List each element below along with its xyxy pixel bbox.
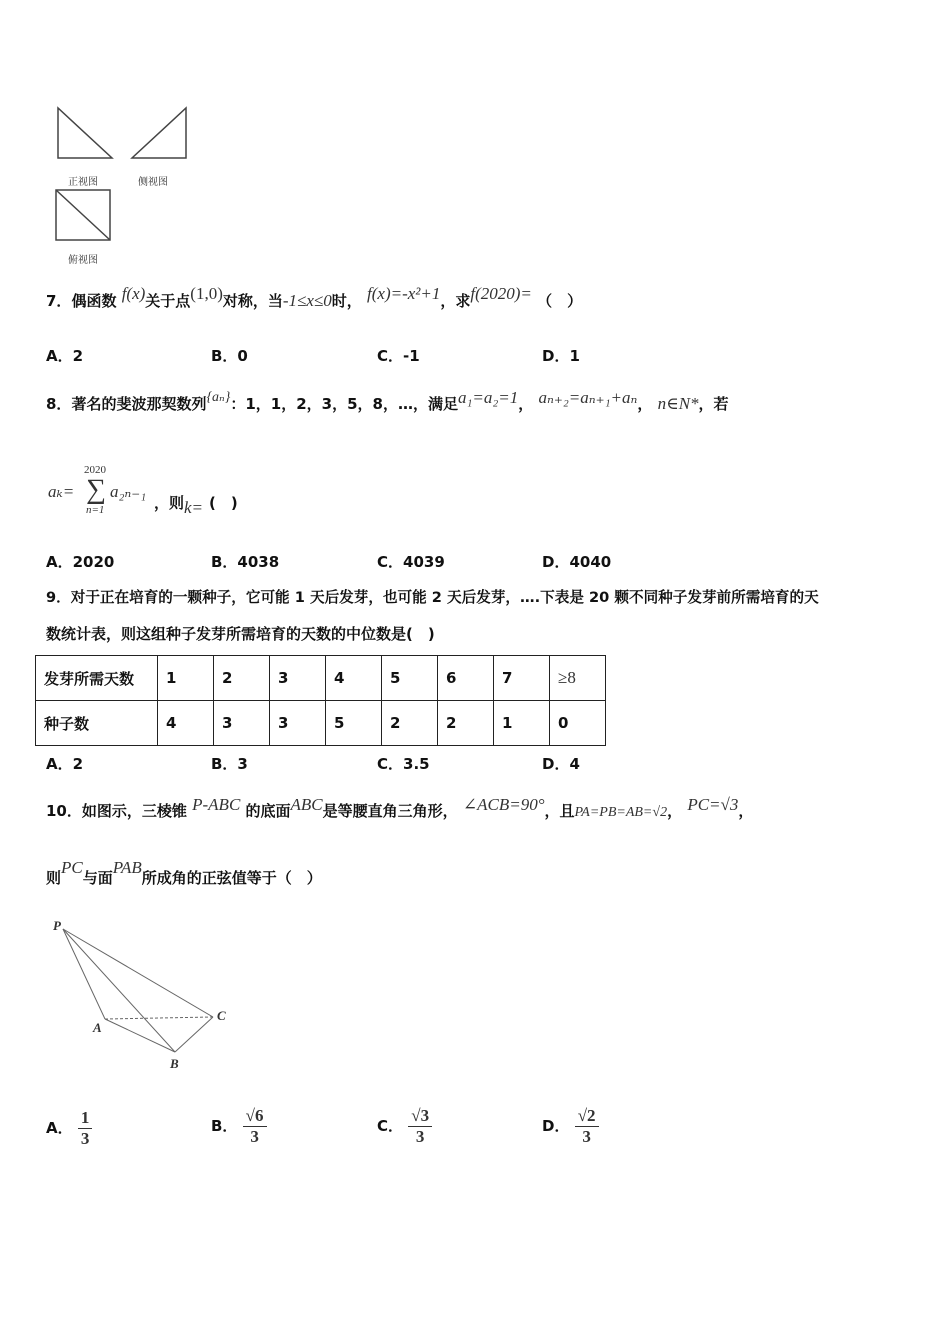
q10-text-5: ， — [667, 802, 683, 820]
fraction-numerator: √3 — [408, 1106, 432, 1127]
q10-and-plane: 与面 — [82, 869, 113, 887]
table-row — [36, 701, 606, 746]
q7-option-b[interactable]: B．0 — [211, 347, 248, 365]
q9-option-a[interactable]: A．2 — [46, 755, 84, 773]
q10-option-a-fraction — [78, 1108, 93, 1149]
q10-option-b[interactable] — [211, 1106, 267, 1147]
q8-initial: a₁=a₂=1 — [457, 388, 519, 407]
table-cell: 6 — [438, 656, 494, 701]
q7-number: 7． — [46, 292, 72, 310]
q8-sum-term: a₂ₙ₋₁ — [110, 482, 147, 501]
label-c: C — [217, 1008, 226, 1023]
table-cell: 2 — [438, 701, 494, 746]
q10-option-c[interactable] — [377, 1106, 432, 1147]
q7-option-a[interactable]: A．2 — [46, 347, 84, 365]
q10-option-a-label: A． — [46, 1119, 73, 1137]
q10-then: 则 — [46, 869, 62, 887]
fraction-numerator: √2 — [575, 1106, 599, 1127]
q10-angle: ∠ACB=90° — [462, 795, 545, 814]
q7-fx: f(x) — [121, 284, 146, 303]
q8-k: k= — [184, 498, 204, 517]
q10-text-4: ，且 — [544, 802, 575, 820]
table-cell: 0 — [550, 701, 606, 746]
q10-solid: P-ABC — [192, 795, 241, 814]
question-7 — [46, 284, 583, 311]
q10-option-c-label: C． — [377, 1117, 404, 1135]
q7-text-4: 时， — [331, 292, 362, 310]
edge-ac — [105, 1017, 213, 1019]
question-10 — [46, 795, 754, 821]
q7-text-6: （ ） — [537, 292, 583, 310]
q7-text-5: ，求 — [440, 292, 471, 310]
edge-pb — [63, 929, 175, 1052]
q10-option-d[interactable] — [542, 1106, 599, 1147]
q7-formula: f(x)=-x²+1 — [367, 284, 441, 303]
table-cell: 1 — [494, 701, 550, 746]
table-cell: 3 — [270, 701, 326, 746]
q8-number: 8． — [46, 395, 72, 413]
q10-text-1: 如图示，三棱锥 — [81, 802, 187, 820]
table-cell: 3 — [214, 701, 270, 746]
table-cell: 种子数 — [36, 701, 158, 746]
table-row — [36, 656, 606, 701]
q8-sequence: {aₙ} — [206, 390, 231, 405]
question-8 — [46, 388, 729, 414]
fraction-denominator: 3 — [250, 1127, 259, 1146]
seed-table — [35, 655, 606, 746]
q10-pab: PAB — [112, 858, 142, 877]
q10-text-3: 是等腰直角三角形， — [322, 802, 458, 820]
q7-text-2: 关于点 — [145, 292, 191, 310]
q10-option-b-label: B． — [211, 1117, 238, 1135]
question-9-line-1: 9．对于正在培育的一颗种子，它可能 1 天后发芽，也可能 2 天后发芽，….下表是 20 颗不同种子发芽前所需培育的天 — [46, 589, 819, 606]
q10-pc: PC — [61, 858, 83, 877]
q10-text-6: ， — [738, 802, 754, 820]
q8-sum-top: 2020 — [84, 464, 106, 476]
fraction-denominator: 3 — [80, 1129, 90, 1148]
top-view-caption: 俯视图 — [68, 255, 98, 266]
q8-option-b[interactable]: B．4038 — [211, 553, 280, 571]
q8-recurrence: aₙ₊₂=aₙ₊₁+aₙ — [538, 388, 638, 407]
edge-pa — [63, 929, 105, 1019]
q9-option-d[interactable]: D．4 — [542, 755, 580, 773]
q10-eq-2: PC=√3 — [687, 795, 739, 814]
fraction-denominator: 3 — [582, 1127, 591, 1146]
q8-text-4: ，则 — [154, 494, 185, 512]
question-9-line-2: 数统计表，则这组种子发芽所需培育的天数的中位数是( ) — [46, 625, 435, 643]
label-a: A — [93, 1020, 102, 1035]
table-cell: 4 — [158, 701, 214, 746]
label-p: P — [53, 918, 61, 933]
q8-domain: n∈N* — [657, 394, 699, 413]
front-view-triangle — [58, 108, 112, 158]
table-cell: 1 — [158, 656, 214, 701]
label-b: B — [170, 1056, 179, 1071]
q7-option-d[interactable]: D．1 — [542, 347, 580, 365]
table-cell: 5 — [382, 656, 438, 701]
table-cell: 发芽所需天数 — [36, 656, 158, 701]
fraction-numerator: 1 — [78, 1108, 93, 1129]
q7-option-c[interactable]: C．-1 — [377, 347, 420, 365]
q10-option-b-fraction — [243, 1106, 267, 1147]
table-cell: 2 — [214, 656, 270, 701]
q8-text-2: ：1，1，2，3，5，8，…，满足 — [230, 395, 458, 413]
pyramid-figure — [45, 915, 245, 1075]
q10-option-a[interactable] — [46, 1108, 92, 1149]
q8-text-5: ( ) — [209, 494, 238, 512]
table-cell: 2 — [382, 701, 438, 746]
q8-option-c[interactable]: C．4039 — [377, 553, 445, 571]
q8-sep-2: ， — [637, 395, 653, 413]
q8-option-d[interactable]: D．4040 — [542, 553, 612, 571]
top-view-square — [56, 190, 110, 240]
q9-option-c[interactable]: C．3.5 — [377, 755, 430, 773]
question-10-line-2 — [46, 858, 322, 888]
edge-ab — [105, 1019, 175, 1052]
q9-option-b[interactable]: B．3 — [211, 755, 248, 773]
q10-eq-1: PA=PB=AB=√2 — [574, 805, 668, 820]
side-view-caption: 侧视图 — [138, 177, 168, 188]
q10-option-d-fraction — [575, 1106, 599, 1147]
q10-text-2: 的底面 — [245, 802, 291, 820]
q8-sum-symbol: ∑ — [86, 474, 106, 505]
fraction-denominator: 3 — [415, 1127, 425, 1146]
q10-number: 10． — [46, 802, 82, 820]
q8-option-a[interactable]: A．2020 — [46, 553, 115, 571]
q10-ask: 所成角的正弦值等于（ ） — [141, 869, 322, 887]
q7-text-3: 对称，当 — [222, 292, 283, 310]
table-cell: 5 — [326, 701, 382, 746]
q10-option-c-fraction — [408, 1106, 432, 1147]
edge-bc — [175, 1017, 213, 1052]
q10-option-d-label: D． — [542, 1117, 570, 1135]
front-view-caption: 正视图 — [68, 177, 98, 188]
table-cell: 7 — [494, 656, 550, 701]
q8-sum-lhs: aₖ= — [48, 482, 75, 501]
q7-ask: f(2020)= — [470, 284, 532, 303]
fraction-numerator: √6 — [243, 1106, 267, 1127]
q7-condition: -1≤x≤0 — [282, 291, 332, 310]
q8-sep-1: ， — [518, 395, 534, 413]
q7-point: (1,0) — [190, 284, 223, 303]
q8-sum-bottom: n=1 — [86, 504, 105, 516]
table-cell: 4 — [326, 656, 382, 701]
table-cell: ≥8 — [550, 656, 606, 701]
q7-text-1: 偶函数 — [71, 292, 117, 310]
edge-pc — [63, 929, 213, 1017]
q8-text-1: 著名的斐波那契数列 — [71, 395, 207, 413]
q8-text-3: ，若 — [698, 395, 729, 413]
q10-base: ABC — [290, 795, 323, 814]
table-cell: 3 — [270, 656, 326, 701]
side-view-triangle — [132, 108, 186, 158]
